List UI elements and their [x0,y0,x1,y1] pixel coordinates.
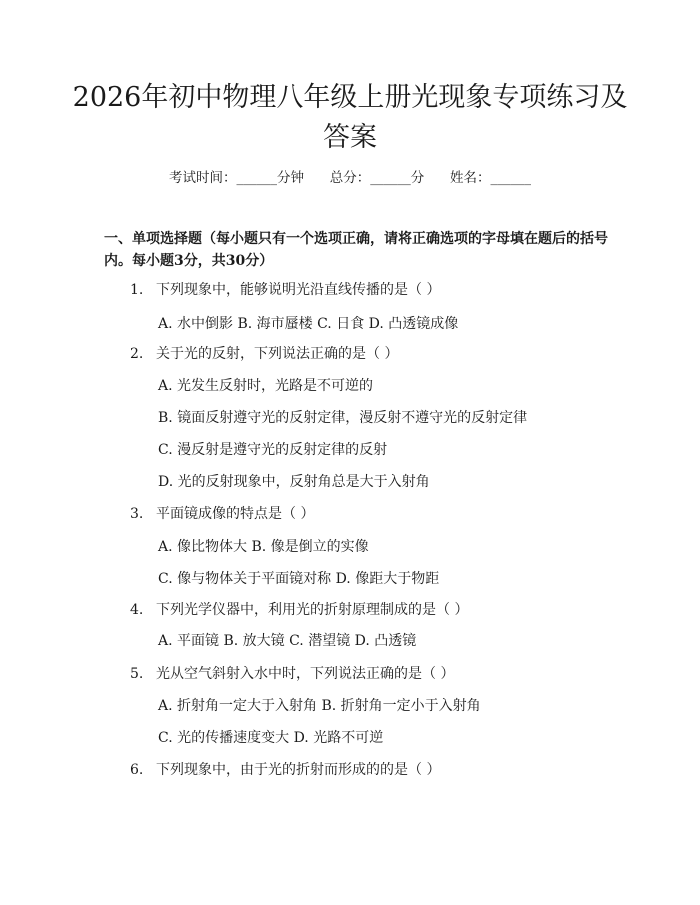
question-2-option-d: D. 光的反射现象中，反射角总是大于入射角 [158,474,430,490]
score-unit: 分 [410,170,425,186]
time-unit: 分钟 [277,170,304,186]
name-label: 姓名： [450,170,491,186]
question-2-option-c: C. 漫反射是遵守光的反射定律的反射 [158,442,388,458]
question-number: 2. [130,346,144,362]
question-number: 5. [130,666,144,682]
question-stem: 平面镜成像的特点是（ ） [156,506,315,522]
score-blank: ______ [370,170,411,186]
question-stem: 下列光学仪器中，利用光的折射原理制成的是（ ） [156,602,469,618]
question-stem: 下列现象中，能够说明光沿直线传播的是（ ） [156,282,441,298]
name-blank: ______ [490,170,531,186]
question-number: 3. [130,506,144,522]
section-heading: 一、单项选择题（每小题只有一个选项正确，请将正确选项的字母填在题后的括号内。每小题3分，共30分） [104,231,608,269]
question-number: 6. [130,762,144,778]
question-3-option-line-2: C. 像与物体关于平面镜对称 D. 像距大于物距 [158,571,440,587]
question-stem: 关于光的反射，下列说法正确的是（ ） [156,346,399,362]
exam-meta-line [0,168,700,188]
question-number: 4. [130,602,144,618]
question-3-option-line-1: A. 像比物体大 B. 像是倒立的实像 [158,539,369,555]
question-stem: 下列现象中，由于光的折射而形成的的是（ ） [156,762,441,778]
document-title: 2026年初中物理八年级上册光现象专项练习及答案 [72,82,628,153]
score-label: 总分： [329,170,371,186]
question-2-option-a: A. 光发生反射时，光路是不可逆的 [158,378,374,394]
question-1-option-line-1: A. 水中倒影 B. 海市蜃楼 C. 日食 D. 凸透镜成像 [158,316,459,332]
time-label: 考试时间： [169,170,237,186]
question-5-option-line-2: C. 光的传播速度变大 D. 光路不可逆 [158,730,384,746]
question-5-option-line-1: A. 折射角一定大于入射角 B. 折射角一定小于入射角 [158,698,481,714]
question-number: 1. [130,282,144,298]
time-blank: ______ [236,170,277,186]
question-2-option-b: B. 镜面反射遵守光的反射定律，漫反射不遵守光的反射定律 [158,410,528,426]
question-4-option-line-1: A. 平面镜 B. 放大镜 C. 潜望镜 D. 凸透镜 [158,633,417,649]
question-stem: 光从空气斜射入水中时，下列说法正确的是（ ） [156,666,455,682]
